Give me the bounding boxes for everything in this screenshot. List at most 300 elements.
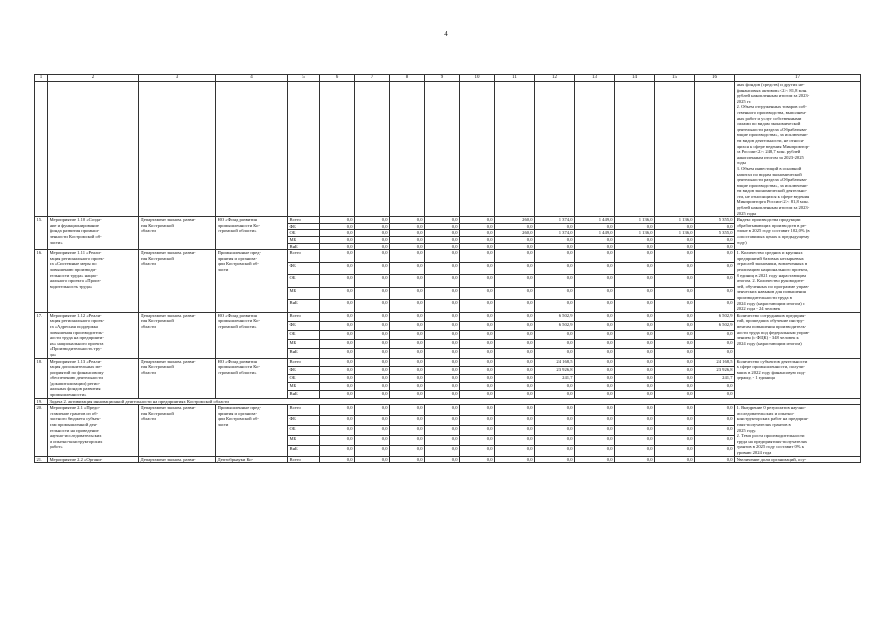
amount-cell: 0,0 [695,446,735,456]
amount-cell: 0,0 [425,300,460,313]
empty-cell [615,82,655,217]
amount-cell: 0,0 [575,312,615,321]
amount-cell: 0,0 [390,456,425,463]
note-line: деятельности раздела «Обрабатыва- [736,126,808,132]
executor: Департамент эконом. разви- [139,456,216,463]
amount-cell: 0,0 [575,340,615,349]
recipient-line: промышленности Ко- [217,222,260,228]
amount-cell: 0,0 [615,340,655,349]
executor-line: Департамент эконом. разви- [140,217,196,223]
note-line: ных работ и услуг собственными [736,115,802,121]
amount-cell: 0,0 [390,230,425,237]
amount-cell: 0,0 [535,382,575,390]
note-line: уровню 2024 года [736,450,772,455]
amount-cell: 0,0 [355,237,390,244]
measure-line: та «Системные меры по [49,261,97,267]
amount-cell: 0,0 [390,405,425,415]
amount-cell: 1 374,0 [535,230,575,237]
amount-cell: 0,0 [615,243,655,250]
funding-source: Всего [288,456,320,463]
amount-cell: 0,0 [460,321,495,330]
funding-source: ОБ [288,425,320,435]
funding-source: ВнБ [288,300,320,313]
amount-cell: 0,0 [695,382,735,390]
amount-cell: 0,0 [575,223,615,230]
program-measures-table [34,74,861,463]
amount-cell: 0,0 [495,243,535,250]
empty-cell [425,82,460,217]
amount-cell: 0,0 [355,243,390,250]
amount-cell: 0,0 [390,366,425,374]
measure-name [48,250,139,313]
measure-line: ласти» [49,239,63,245]
amount-cell: 0,0 [460,250,495,263]
note-line: итогом. 2. Количество руководите- [736,278,805,284]
note-line: тий, прошедших обучение инстру- [736,318,805,324]
note-line: рублей накопленным итогом за 2023- [736,93,810,99]
amount-cell: 0,0 [495,358,535,366]
note-line: ющие производства», за исключени- [736,182,808,188]
funding-source: ФБ [288,321,320,330]
amount-cell: 0,0 [355,374,390,382]
amount-cell: 0,0 [695,275,735,288]
amount-cell: 24 168,5 [695,358,735,366]
amount-cell: 0,0 [575,456,615,463]
column-number: 17 [735,75,861,82]
executor-line: тия Костромской [140,222,174,228]
funding-source: МБ [288,436,320,446]
amount-cell: 0,0 [495,340,535,349]
amount-cell: 0,0 [575,331,615,340]
target-indicator-cell [735,312,861,358]
note-line: Индекс производства продукции [736,217,801,223]
amount-cell: 0,0 [655,331,695,340]
amount-cell: 0,0 [615,436,655,446]
amount-cell: 0,0 [355,382,390,390]
amount-cell: 0,0 [390,446,425,456]
column-number: 4 [216,75,288,82]
amount-cell: 0,0 [460,230,495,237]
funding-source: ОБ [288,374,320,382]
amount-cell: 0,0 [390,382,425,390]
amount-cell: 1 449,0 [575,217,615,224]
amount-cell: 0,0 [425,340,460,349]
amount-cell: 0,0 [460,331,495,340]
amount-cell: 0,0 [495,382,535,390]
empty-cell [48,82,139,217]
funding-source: МБ [288,287,320,300]
amount-cell: 0,0 [355,331,390,340]
amount-cell: 0,0 [575,275,615,288]
amount-cell: 0,0 [535,300,575,313]
amount-cell: 0,0 [320,321,355,330]
amount-cell: 0,0 [655,275,695,288]
note-line: 3. Объем инвестиций в основной [736,165,802,171]
amount-cell: 0,0 [460,390,495,398]
amount-cell: 0,0 [615,250,655,263]
amount-cell: 0,0 [535,250,575,263]
amount-cell: 0,0 [355,287,390,300]
funding-source: ОБ [288,275,320,288]
column-number: 1 [35,75,48,82]
amount-cell: 0,0 [460,243,495,250]
amount-cell: 0,0 [535,275,575,288]
note-line: сопоставимых ценах к предыдущему [736,234,810,240]
amount-cell: 0,0 [390,390,425,398]
note-line: Количество сотрудников предприя- [736,312,806,318]
note-line: 2. Объем отгруженных товаров соб- [736,104,807,110]
amount-cell: 0,0 [495,374,535,382]
empty-cell [35,82,48,217]
recipient-line: приятия и организа- [217,410,257,416]
amount-cell: 0,0 [495,331,535,340]
recipient-line: Промышленные пред- [217,250,261,256]
amount-cell: 0,0 [390,243,425,250]
amount-cell: 0,0 [655,312,695,321]
empty-cell [355,82,390,217]
recipient-line: ласти [217,422,229,428]
note-line: ственного производства, выполнен- [736,109,807,115]
column-number: 2 [48,75,139,82]
amount-cell: 0,0 [425,287,460,300]
note-line: щихся к сфере ведения Минпромтор- [736,143,810,149]
measure-line: ставление грантов из об- [49,410,99,416]
amount-cell: 0,0 [695,262,735,275]
measure-line: зация регионального проек- [49,318,105,324]
funding-source: Всего [288,405,320,415]
amount-cell: 0,0 [425,436,460,446]
amount-cell: 0,0 [355,425,390,435]
amount-cell: 0,0 [390,217,425,224]
amount-cell: 0,0 [695,425,735,435]
task-row [35,398,861,405]
amount-cell: 0,0 [615,390,655,398]
amount-cell: 0,0 [535,405,575,415]
amount-cell: 0,0 [460,436,495,446]
amount-cell: 6 502,9 [695,312,735,321]
column-number: 9 [425,75,460,82]
measure-line: (докапитализации) регио- [49,380,101,386]
amount-cell: 6 502,9 [695,321,735,330]
amount-cell: 1 136,0 [655,230,695,237]
amount-cell: 0,0 [320,230,355,237]
amount-cell: 0,0 [615,331,655,340]
empty-cell [216,82,288,217]
amount-cell: 0,0 [320,275,355,288]
amount-cell: 0,0 [575,300,615,313]
note-line: исследовательских и опытно- [736,410,795,416]
row-number: 18. [35,358,48,398]
note-line: году) [736,239,747,245]
measure-line: ленности Костромской об- [49,234,102,240]
measure-row [35,405,861,415]
amount-cell: 0,0 [655,243,695,250]
measure-line: зация регионального проек- [49,255,105,261]
funding-source: Всего [288,358,320,366]
amount-cell: 0,0 [695,237,735,244]
amount-cell: 0,0 [460,262,495,275]
recipient [216,250,288,313]
amount-cell: 0,0 [320,436,355,446]
measure-line: Мероприятие 1.12 «Реали- [49,312,102,318]
amount-cell: 0,0 [495,415,535,425]
recipient-line: НО «Фонд развития [217,217,257,223]
measure-row [35,250,861,263]
target-indicator-cell [735,82,861,217]
amount-cell: 0,0 [320,331,355,340]
note-line: 8 единиц в 2021 году нарастающим [736,272,806,278]
amount-cell: 0,0 [655,425,695,435]
amount-cell: 241,7 [535,374,575,382]
amount-cell: 0,0 [535,243,575,250]
amount-cell: 0,0 [320,262,355,275]
amount-cell: 0,0 [425,415,460,425]
page-number: 4 [444,30,448,38]
amount-cell: 0,0 [390,250,425,263]
task-title: Задача 2. активизация инновационной деятельности на предприятиях Костромской области [48,398,861,405]
amount-cell: 0,0 [695,250,735,263]
amount-cell: 0,0 [425,250,460,263]
amount-cell: 0,0 [695,415,735,425]
amount-cell: 0,0 [390,331,425,340]
note-line: рублей накопленным итогом за 2023- [736,205,810,211]
empty-cell [390,82,425,217]
amount-cell: 0,0 [460,312,495,321]
measure-line: Мероприятие 1.10 «Созда- [49,217,102,223]
amount-cell: 0,0 [425,374,460,382]
executor-line: тия Костромской [140,410,174,416]
note-line: сти, не относящихся к сфере ведения [736,193,810,199]
amount-cell: 0,0 [320,390,355,398]
note-line: га России<2>: 248,7 млн. рублей [736,149,801,155]
amount-cell: 0,0 [575,425,615,435]
amount-cell: 0,0 [460,237,495,244]
amount-cell: 1 136,0 [615,217,655,224]
note-line: финансовых активов»<2>: 81,8 млн. [736,87,808,93]
amount-cell: 0,0 [695,331,735,340]
amount-cell: 0,0 [425,223,460,230]
target-indicator-cell [735,358,861,398]
amount-cell: 0,0 [615,456,655,463]
row-number: 16. [35,250,48,313]
recipient-line: приятия и организа- [217,255,257,261]
amount-cell: 0,0 [320,300,355,313]
amount-cell: 0,0 [615,446,655,456]
amount-cell: 0,0 [390,321,425,330]
amount-cell: 0,0 [575,250,615,263]
note-line: 2025 году. [736,427,757,433]
empty-cell [575,82,615,217]
measure-line: ластного бюджета субъек- [49,416,101,422]
amount-cell: 0,0 [655,321,695,330]
note-line: тиях-получателях грантов в [736,422,791,428]
funding-source: Всего [288,250,320,263]
measure-line: там промышленной дея- [49,422,98,428]
amount-cell: 0,0 [390,374,425,382]
note-line: лением (с ФЦК) - 348 человек к [736,335,799,341]
measure-name [48,405,139,456]
amount-cell: 0,0 [655,340,695,349]
amount-cell: 0,0 [460,405,495,415]
amount-cell: 0,0 [425,243,460,250]
measure-row [35,312,861,321]
amount-cell: 260,0 [495,217,535,224]
amount-cell: 0,0 [495,446,535,456]
amount-cell: 0,0 [495,237,535,244]
amount-cell: 0,0 [460,415,495,425]
amount-cell: 0,0 [495,223,535,230]
executor-line: области [140,228,156,234]
amount-cell: 0,0 [495,456,535,463]
measure-line: Мероприятие 2.1 «Предо- [49,405,101,411]
amount-cell: 0,0 [615,287,655,300]
executor [139,312,216,358]
amount-cell: 0,0 [460,374,495,382]
note-line: вших в 2022 году финансовую под- [736,369,806,375]
amount-cell: 0,0 [535,340,575,349]
note-line: обрабатывающих производств в ре- [736,222,807,228]
column-number: 5 [288,75,320,82]
target-indicator-cell [735,250,861,313]
empty-cell [320,82,355,217]
note-line: держку, - 1 единица [736,375,775,381]
amount-cell: 0,0 [320,366,355,374]
amount-cell: 0,0 [655,358,695,366]
amount-cell: 0,0 [320,349,355,358]
empty-cell [460,82,495,217]
amount-cell: 0,0 [390,300,425,313]
amount-cell: 0,0 [460,275,495,288]
amount-cell: 0,0 [695,243,735,250]
amount-cell: 0,0 [655,436,695,446]
note-line: в сфере промышленности, получи- [736,364,805,370]
recipient [216,358,288,398]
amount-cell: 0,0 [695,405,735,415]
amount-cell: 0,0 [495,366,535,374]
amount-cell: 0,0 [320,243,355,250]
amount-cell: 0,0 [575,237,615,244]
note-line: конструкторских работ на предприя- [736,416,809,422]
amount-cell: 0,0 [615,300,655,313]
amount-cell: 0,0 [575,287,615,300]
recipient-line: НО «Фонд развития [217,358,257,364]
recipient-line: стромской области» [217,323,257,329]
executor [139,250,216,313]
amount-cell: 0,0 [320,237,355,244]
recipient-line: стромской области» [217,228,257,234]
note-line: реализацию национального проекта, [736,267,809,272]
amount-cell: 0,0 [655,237,695,244]
amount-cell: 0,0 [320,456,355,463]
amount-cell: 0,0 [495,390,535,398]
amount-cell: 0,0 [495,300,535,313]
amount-cell: 0,0 [355,340,390,349]
amount-cell: 1 136,0 [615,230,655,237]
amount-cell: 0,0 [535,237,575,244]
empty-cell [139,82,216,217]
measure-line: фонда развития промыш- [49,228,100,234]
recipient [216,312,288,358]
measure-name [48,312,139,358]
column-number: 6 [320,75,355,82]
amount-cell: 0,0 [390,340,425,349]
note-line: 2024 году (нарастающим итогом) с [736,300,805,306]
note-line: накопленным итогом за 2023-2025 [736,154,804,160]
amount-cell: 0,0 [655,366,695,374]
amount-cell: 0,0 [575,366,615,374]
measure-row [35,456,861,463]
amount-cell: 0,0 [425,456,460,463]
executor-line: Департамент эконом. разви- [140,358,196,364]
amount-cell: 0,0 [320,374,355,382]
amount-cell: 1 449,0 [575,230,615,237]
amount-cell: 0,0 [390,287,425,300]
executor-line: области [140,261,156,267]
amount-cell: 0,0 [695,300,735,313]
amount-cell: 0,0 [535,287,575,300]
amount-cell: 0,0 [655,446,695,456]
executor [139,405,216,456]
funding-source: ФБ [288,262,320,275]
recipient-line: ции Костромской об- [217,261,259,267]
note-line: ментам повышения производитель- [736,323,807,329]
amount-cell: 0,0 [320,415,355,425]
amount-cell: 0,0 [575,405,615,415]
amount-cell: 0,0 [575,349,615,358]
amount-cell: 0,0 [460,446,495,456]
measure-line: ние и функционирование [49,222,99,228]
amount-cell: 23 926,8 [535,366,575,374]
amount-cell: 0,0 [655,349,695,358]
amount-cell: 0,0 [320,382,355,390]
amount-cell: 0,0 [535,456,575,463]
amount-cell: 0,0 [460,358,495,366]
amount-cell: 1 136,0 [655,217,695,224]
amount-cell: 0,0 [460,217,495,224]
target-indicator-cell: Увеличение доли организаций, осу- [735,456,861,463]
amount-cell: 0,0 [390,349,425,358]
amount-cell: 0,0 [535,390,575,398]
funding-source: Всего [288,217,320,224]
amount-cell: 0,0 [535,415,575,425]
measure-line: нальных фондов развития [49,386,101,392]
amount-cell: 0,0 [615,358,655,366]
measure-name [48,358,139,398]
amount-cell: 0,0 [355,405,390,415]
note-line: силами по видам экономической [736,121,801,127]
measure-line: зация дополнительных ме- [49,364,102,370]
executor-line: тия Костромской [140,255,174,261]
measure-line: водительность труда» [49,283,93,289]
amount-cell: 0,0 [615,366,655,374]
amount-cell: 0,0 [575,390,615,398]
executor [139,217,216,250]
row-number: 21. [35,456,48,463]
row-number: 17. [35,312,48,358]
amount-cell: 0,0 [425,390,460,398]
amount-cell: 0,0 [495,405,535,415]
amount-cell: 0,0 [355,446,390,456]
amount-cell: 0,0 [425,217,460,224]
amount-cell: 0,0 [425,446,460,456]
amount-cell: 0,0 [425,237,460,244]
target-indicator-cell [735,405,861,456]
column-number: 3 [139,75,216,82]
funding-source: МБ [288,382,320,390]
amount-cell: 0,0 [615,374,655,382]
amount-cell: 0,0 [495,425,535,435]
amount-cell: 1 374,0 [535,217,575,224]
